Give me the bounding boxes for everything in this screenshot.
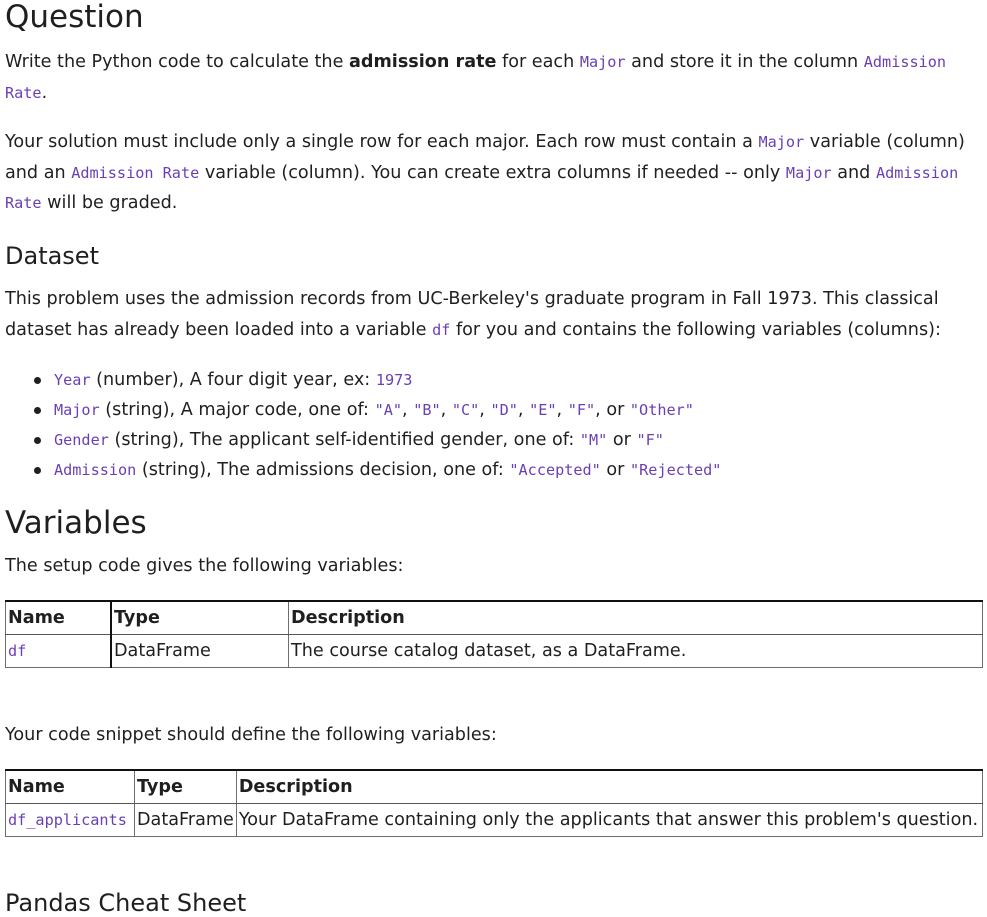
code-major: Major: [758, 133, 805, 151]
table-row: df DataFrame The course catalog dataset, as a DataFrame.: [6, 635, 983, 668]
code-admission: Admission: [875, 163, 959, 182]
code-major: Major: [579, 53, 626, 71]
code-major: Major: [785, 163, 832, 182]
setup-variables-table: [5, 600, 983, 668]
cheat-sheet-heading: Pandas Cheat Sheet: [5, 889, 247, 917]
dataset-heading: Dataset: [5, 242, 99, 270]
variables-heading: Variables: [5, 505, 147, 541]
list-item: Year (number), A four digit year, ex: 1973: [54, 365, 984, 395]
table-header-row: Name Type Description: [6, 770, 983, 804]
dataset-variable-list: [5, 365, 984, 485]
list-item: Admission (string), The admissions decision, one of: "Accepted" or "Rejected": [54, 455, 984, 485]
setup-text: The setup code gives the following variables:: [5, 556, 404, 576]
question-paragraph-1: Write the Python code to calculate the admission rate for each Major and store it in the column Admission Rate.: [5, 52, 947, 103]
question-heading: Question: [5, 0, 144, 35]
code-rate: Rate: [5, 83, 42, 102]
define-variables-table: [5, 769, 983, 837]
table-row: df_applicants DataFrame Your DataFrame containing only the applicants that answer this problem's question.: [6, 804, 983, 837]
list-item: Major (string), A major code, one of: "A", "B", "C", "D", "E", "F", or "Other": [54, 395, 984, 425]
code-admission: Admission: [863, 53, 947, 71]
code-admission-rate: Admission Rate: [71, 163, 200, 182]
define-text: Your code snippet should define the following variables:: [5, 725, 497, 745]
dataset-intro: This problem uses the admission records from UC-Berkeley's graduate program in Fall 1973. This classical dataset has already been loaded into a variable df for you and contains the following variables (columns):: [5, 289, 941, 340]
question-paragraph-2: Your solution must include only a single row for each major. Each row must contain a Major variable (column) and an Admission Rate variable (column). You can create extra columns if needed -- only Major and Admission Rate will be graded.: [5, 132, 965, 213]
code-df: df: [432, 320, 451, 339]
code-rate: Rate: [5, 194, 42, 212]
admission-rate-bold: admission rate: [348, 52, 497, 72]
list-item: Gender (string), The applicant self-identified gender, one of: "M" or "F": [54, 425, 984, 455]
table-header-row: Name Type Description: [6, 601, 983, 635]
